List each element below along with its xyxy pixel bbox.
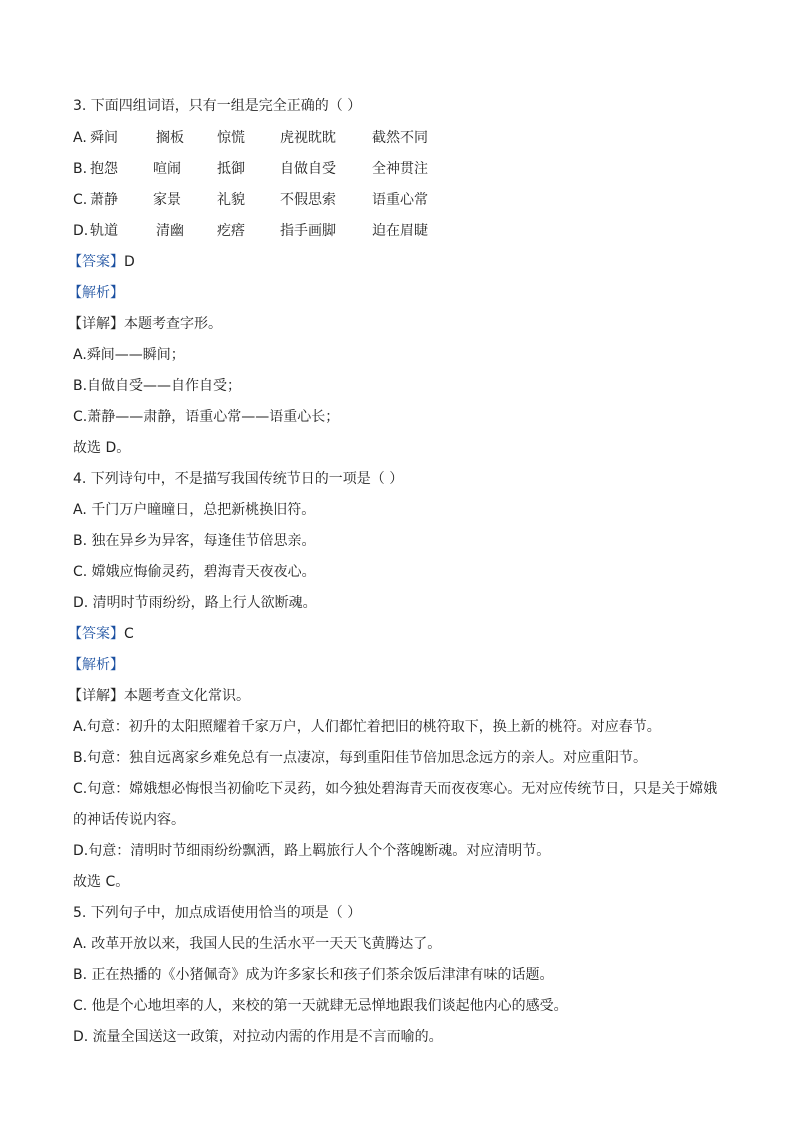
q4-explanation-d: D.句意：清明时节细雨纷纷飘洒，路上羁旅行人个个落魄断魂。对应清明节。	[73, 843, 551, 859]
answer-tag: 【答案】	[68, 254, 124, 270]
option-word: 抱怨	[90, 161, 118, 177]
option-word: 喧闹	[153, 161, 181, 177]
option-word: 不假思索	[280, 192, 336, 208]
option-word: 舜间	[90, 130, 118, 146]
answer-tag: 【答案】	[68, 626, 124, 642]
q4-conclusion: 故选 C。	[73, 874, 130, 890]
q4-option-c: C. 嫦娥应悔偷灵药，碧海青天夜夜心。	[73, 564, 316, 580]
q4-explanation-c: C.句意：嫦娥想必悔恨当初偷吃下灵药，如今独处碧海青天而夜夜寒心。无对应传统节日，只是关于嫦娥	[73, 781, 718, 797]
option-word: 搁板	[156, 130, 184, 146]
q4-option-d: D. 清明时节雨纷纷，路上行人欲断魂。	[73, 595, 317, 611]
option-word: 语重心常	[372, 192, 428, 208]
option-word: 迫在眉睫	[372, 223, 428, 239]
option-word: 虎视眈眈	[280, 130, 336, 146]
q4-option-a: A. 千门万户曈曈日，总把新桃换旧符。	[73, 502, 316, 518]
q4-option-b: B. 独在异乡为异客，每逢佳节倍思亲。	[73, 533, 316, 549]
q4-detail	[68, 686, 250, 706]
option-word: 疙瘩	[217, 223, 245, 239]
q5-option-a: A. 改革开放以来，我国人民的生活水平一天天飞黄腾达了。	[73, 936, 442, 952]
option-word: 自做自受	[280, 161, 336, 177]
q3-answer	[68, 252, 135, 272]
option-letter: C.	[73, 192, 88, 208]
detail-text: 本题考查文化常识。	[124, 688, 250, 704]
answer-value: D	[124, 254, 135, 270]
option-word: 截然不同	[372, 130, 428, 146]
q3-explanation-a: A.舜间——瞬间；	[73, 347, 185, 363]
option-word: 全神贯注	[372, 161, 428, 177]
option-letter: D.	[73, 223, 89, 239]
q5-option-d: D. 流量全国送这一政策，对拉动内需的作用是不言而喻的。	[73, 1029, 443, 1045]
q4-analysis-tag	[68, 655, 124, 675]
q4-stem: 4. 下列诗句中，不是描写我国传统节日的一项是（ ）	[73, 471, 404, 487]
option-word: 指手画脚	[280, 223, 336, 239]
q4-explanation-c-cont: 的神话传说内容。	[73, 812, 185, 828]
option-word: 萧静	[90, 192, 118, 208]
option-letter: B.	[73, 161, 88, 177]
option-word: 抵御	[217, 161, 245, 177]
option-letter: A.	[73, 130, 87, 146]
q4-explanation-a: A.句意：初升的太阳照耀着千家万户，人们都忙着把旧的桃符取下，换上新的桃符。对应春节。	[73, 719, 661, 735]
q5-option-c: C. 他是个心地坦率的人，来校的第一天就肆无忌惮地跟我们谈起他内心的感受。	[73, 998, 568, 1014]
detail-text: 本题考查字形。	[124, 316, 222, 332]
analysis-tag: 【解析】	[68, 285, 124, 301]
option-word: 家景	[153, 192, 181, 208]
q3-explanation-c: C.萧静——肃静，语重心常——语重心长；	[73, 409, 340, 425]
q5-option-b: B. 正在热播的《小猪佩奇》成为许多家长和孩子们茶余饭后津津有味的话题。	[73, 967, 554, 983]
q3-conclusion: 故选 D。	[73, 440, 131, 456]
detail-tag: 【详解】	[68, 688, 124, 704]
answer-value: C	[124, 626, 134, 642]
q3-explanation-b: B.自做自受——自作自受；	[73, 378, 242, 394]
q5-stem: 5. 下列句子中，加点成语使用恰当的项是（ ）	[73, 905, 362, 921]
option-word: 清幽	[156, 223, 184, 239]
option-word: 礼貌	[217, 192, 245, 208]
q3-stem: 3. 下面四组词语，只有一组是完全正确的（ ）	[73, 98, 362, 114]
detail-tag: 【详解】	[68, 316, 124, 332]
option-word: 轨道	[90, 223, 118, 239]
option-word: 惊慌	[217, 130, 245, 146]
q4-explanation-b: B.句意：独自远离家乡难免总有一点凄凉，每到重阳佳节倍加思念远方的亲人。对应重阳节。	[73, 750, 648, 766]
q3-detail	[68, 314, 222, 334]
q3-analysis-tag	[68, 283, 124, 303]
q4-answer	[68, 624, 134, 644]
analysis-tag: 【解析】	[68, 657, 124, 673]
